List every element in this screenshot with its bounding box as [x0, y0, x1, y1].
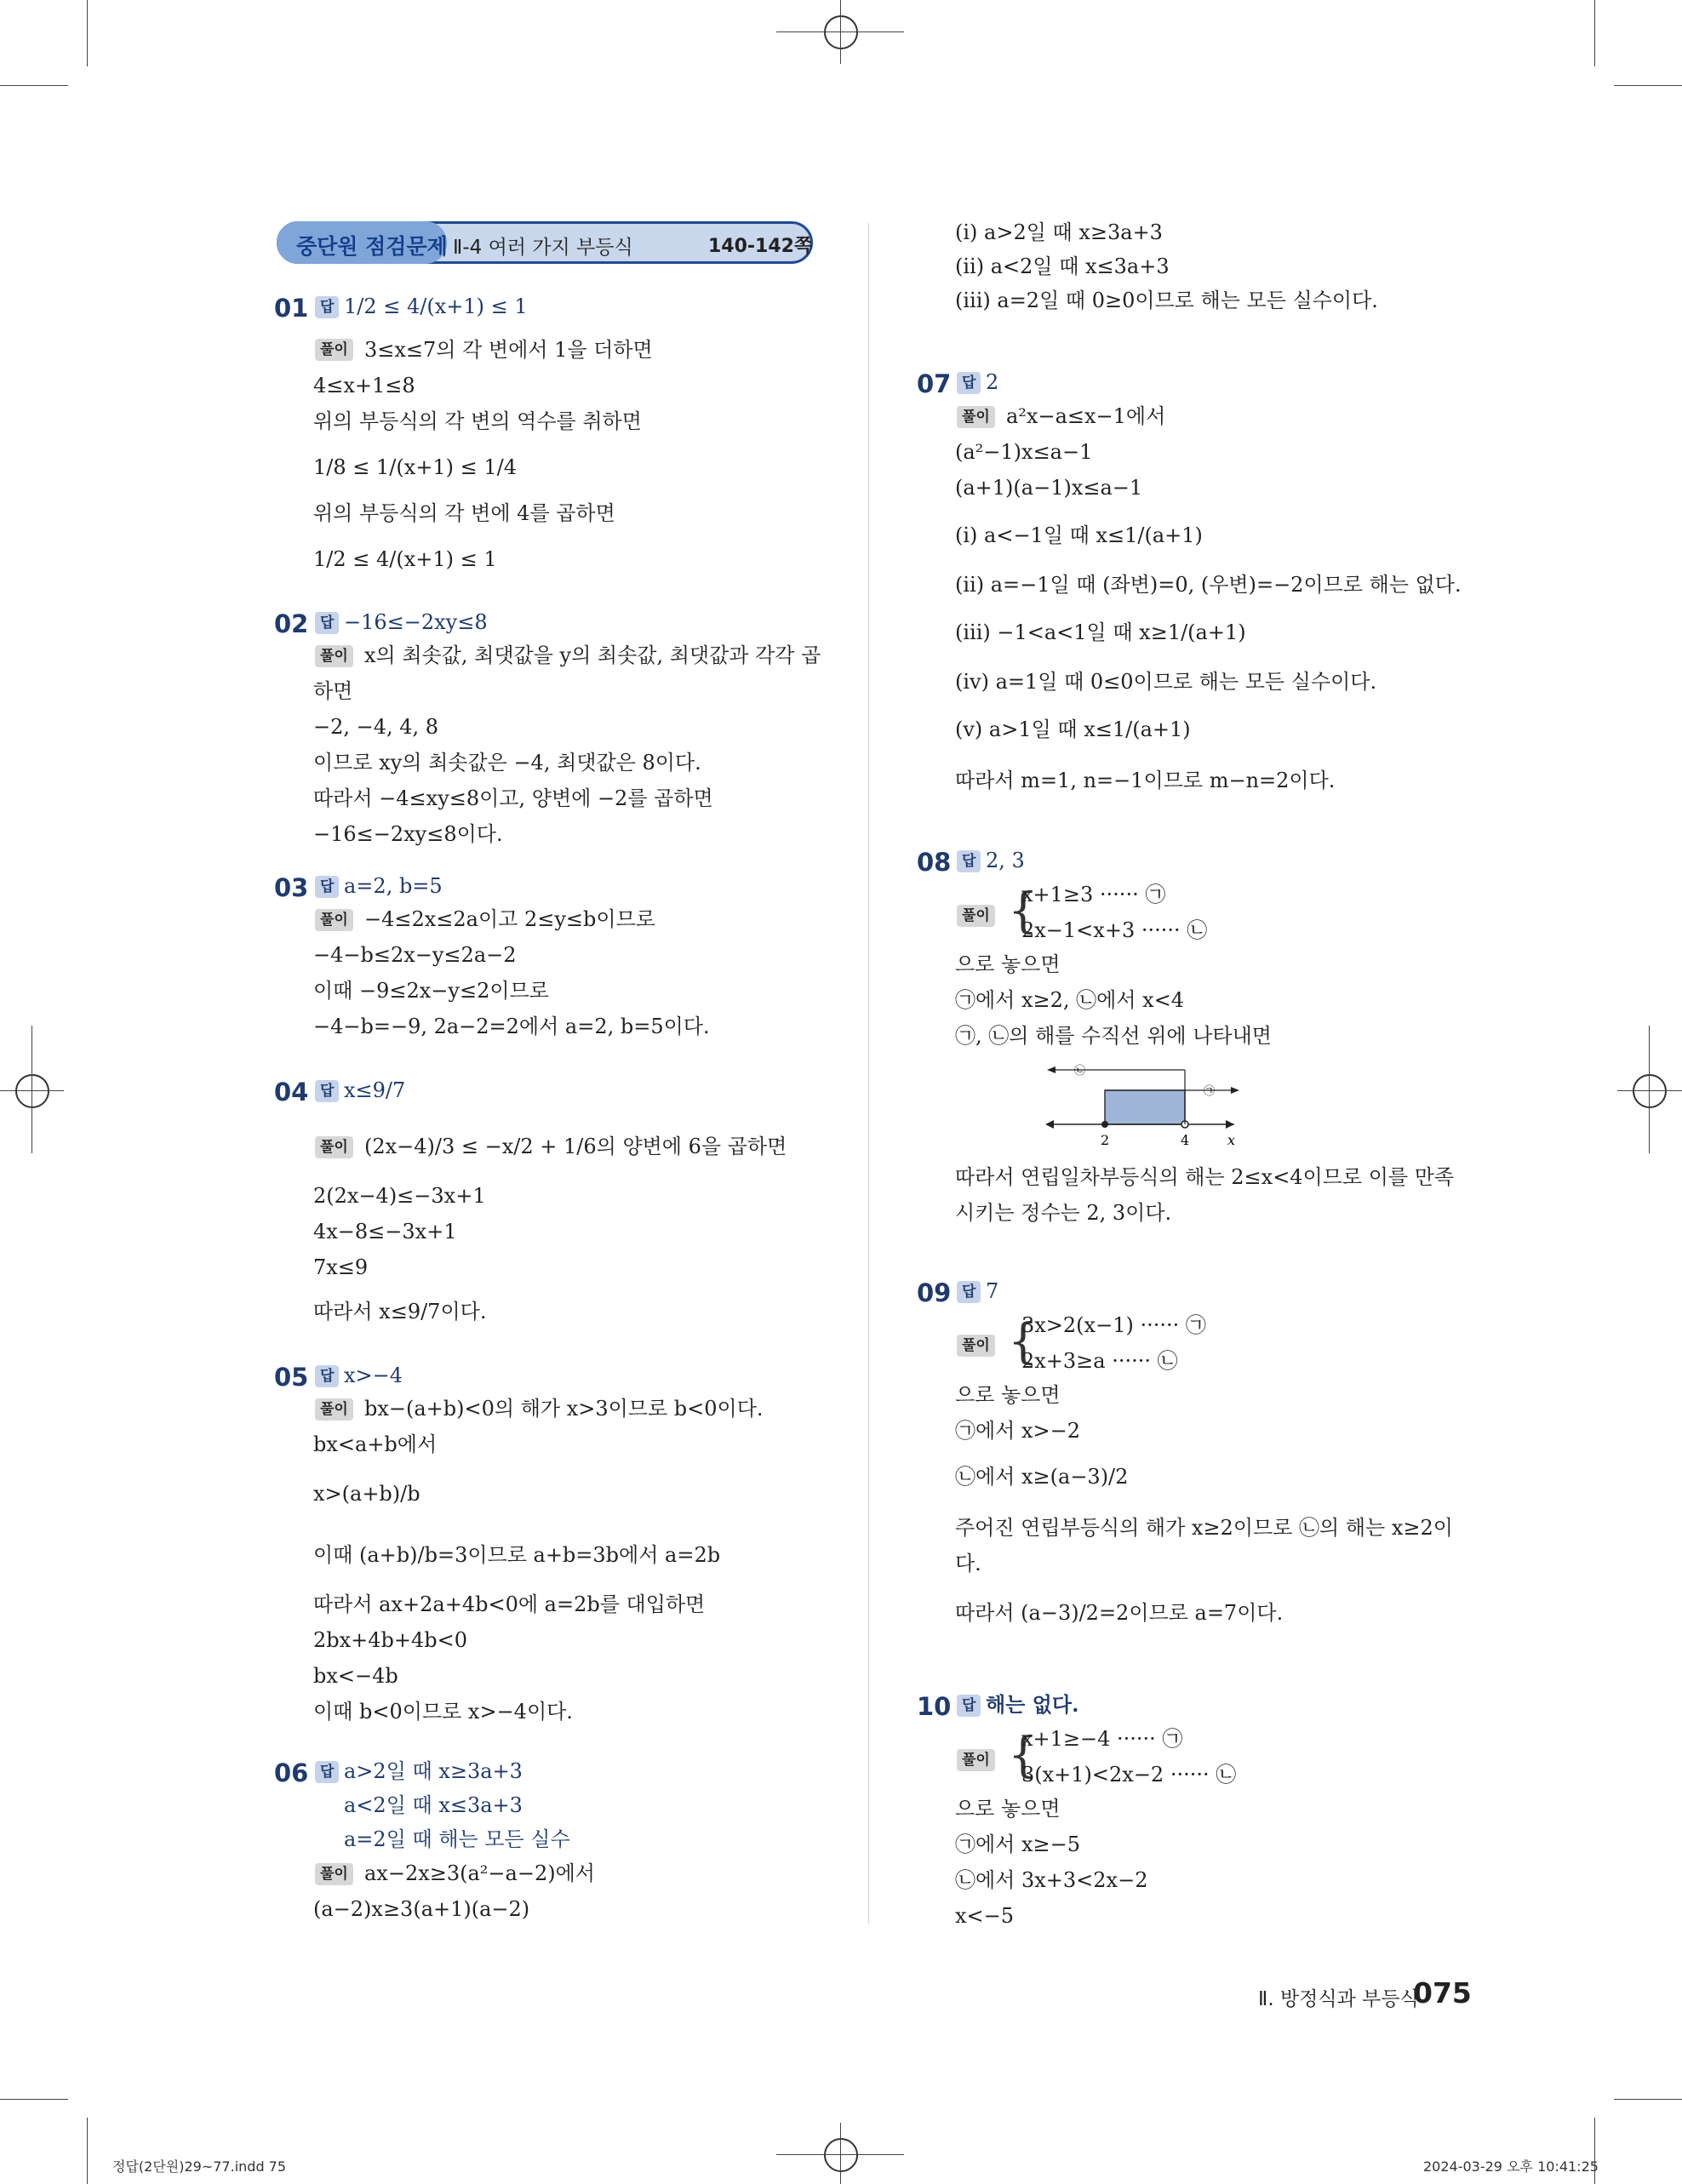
- solution-line: ax−2x≥3(a²−a−2)에서: [364, 1861, 595, 1885]
- question-number: 07: [917, 369, 952, 398]
- brace-icon: {: [1008, 883, 1038, 939]
- solution-line: (a−2)x≥3(a+1)(a−2): [313, 1897, 530, 1921]
- solution-line: 따라서 m=1, n=−1이므로 m−n=2이다.: [955, 769, 1336, 792]
- solution-line: 다.: [955, 1552, 981, 1575]
- answer-text: a=2일 때 해는 모든 실수: [344, 1827, 570, 1851]
- solution-line: 따라서 (a−3)/2=2이므로 a=7이다.: [955, 1601, 1284, 1625]
- solution-line: 으로 놓으면: [955, 1797, 1061, 1821]
- solution-line: (ⅰ) a<−1일 때 x≤1/(a+1): [955, 523, 1203, 547]
- question-number: 08: [917, 848, 952, 877]
- solution-line: −4−b≤2x−y≤2a−2: [313, 943, 517, 967]
- answer-text: a<2일 때 x≤3a+3: [344, 1793, 523, 1817]
- solution-line: −16≤−2xy≤8이다.: [313, 822, 503, 846]
- registration-line: [840, 2123, 841, 2184]
- solution-line: ㉡에서 x≥(a−3)/2: [955, 1465, 1129, 1489]
- solution-line: 이때 (a+b)/b=3이므로 a+b=3b에서 a=2b: [313, 1543, 721, 1567]
- registration-line: [31, 1026, 32, 1153]
- answer-tag: 답: [957, 850, 981, 872]
- column-divider: [868, 223, 869, 1924]
- answer-tag: 답: [315, 612, 339, 634]
- solution-line: ㉡에서 3x+3<2x−2: [955, 1868, 1148, 1892]
- answer-text: 2: [986, 370, 999, 394]
- solution-line: (ⅰ) a>2일 때 x≥3a+3: [955, 220, 1163, 244]
- solution-region: [1105, 1090, 1185, 1124]
- brace-icon: {: [1008, 1728, 1038, 1783]
- solution-line: 2bx+4b+4b<0: [313, 1628, 468, 1652]
- brace-icon: {: [1008, 1314, 1038, 1369]
- registration-line: [840, 0, 841, 64]
- crop-mark: [0, 2099, 68, 2100]
- answer-text: 해는 없다.: [986, 1692, 1079, 1717]
- crop-mark: [1614, 2099, 1682, 2100]
- solution-line: 따라서 연립일차부등식의 해는 2≤x<4이므로 이를 만족: [955, 1165, 1455, 1189]
- system-line: 2x−1<x+3 ······ ㉡: [1021, 918, 1208, 942]
- crop-mark: [87, 2118, 88, 2184]
- question-number: 10: [917, 1692, 952, 1721]
- solution-line: (ⅴ) a>1일 때 x≤1/(a+1): [955, 718, 1191, 741]
- registration-mark-icon: [15, 1074, 49, 1108]
- system-line: 3x>2(x−1) ······ ㉠: [1021, 1313, 1206, 1337]
- solution-line: 하면: [313, 679, 353, 703]
- solution-line: a²x−a≤x−1에서: [1006, 404, 1166, 428]
- solution-line: 위의 부등식의 각 변의 역수를 취하면: [313, 409, 642, 433]
- mark-label: ㉡: [1074, 1065, 1086, 1078]
- page-number: 075: [1413, 1976, 1472, 2010]
- answer-text: a=2, b=5: [344, 874, 443, 898]
- mark-label: ㉠: [1204, 1085, 1216, 1098]
- solution-line: x>(a+b)/b: [313, 1482, 420, 1506]
- solution-line: 1/8 ≤ 1/(x+1) ≤ 1/4: [313, 455, 517, 479]
- slug-file: 정답(2단원)29~77.indd 75: [112, 2158, 287, 2175]
- solution-line: x의 최솟값, 최댓값을 y의 최솟값, 최댓값과 각각 곱: [364, 643, 821, 667]
- solution-line: −4−b=−9, 2a−2=2에서 a=2, b=5이다.: [313, 1015, 710, 1038]
- slug-date: 2024-03-29 오후 10:41:25: [1423, 2158, 1599, 2175]
- solution-tag: 풀이: [957, 1335, 995, 1357]
- closed-point: [1101, 1121, 1108, 1128]
- question-number: 04: [274, 1078, 309, 1106]
- tick-label: 2: [1101, 1132, 1110, 1148]
- system-line: x+1≥−4 ······ ㉠: [1021, 1727, 1183, 1751]
- solution-tag: 풀이: [315, 645, 353, 667]
- solution-line: (a+1)(a−1)x≤a−1: [955, 476, 1143, 500]
- answer-text: 1/2 ≤ 4/(x+1) ≤ 1: [344, 294, 528, 318]
- solution-line: 으로 놓으면: [955, 1383, 1061, 1407]
- solution-line: 따라서 −4≤xy≤8이고, 양변에 −2를 곱하면: [313, 786, 713, 810]
- question-number: 09: [917, 1278, 952, 1307]
- solution-line: 1/2 ≤ 4/(x+1) ≤ 1: [313, 547, 497, 571]
- crop-mark: [0, 85, 68, 86]
- solution-line: −4≤2x≤2a이고 2≤y≤b이므로: [364, 907, 655, 931]
- question-number: 06: [274, 1758, 309, 1787]
- section-pages: 140-142쪽: [708, 236, 813, 257]
- crop-mark: [1594, 0, 1595, 66]
- section-subtitle: Ⅱ-4 여러 가지 부등식: [453, 237, 633, 259]
- solution-line: ㉠에서 x>−2: [955, 1419, 1081, 1443]
- solution-line: (a²−1)x≤a−1: [955, 440, 1093, 464]
- solution-tag: 풀이: [315, 1863, 353, 1885]
- arrow-icon: [1045, 1120, 1054, 1129]
- system-line: x+1≥3 ······ ㉠: [1021, 883, 1166, 906]
- answer-tag: 답: [315, 1761, 339, 1783]
- tick-label: 4: [1181, 1132, 1190, 1148]
- solution-line: 따라서 x≤9/7이다.: [313, 1300, 487, 1324]
- axis-label: x: [1227, 1132, 1236, 1148]
- registration-line: [1649, 1026, 1650, 1153]
- answer-text: x>−4: [344, 1364, 403, 1387]
- solution-line: 4≤x+1≤8: [313, 374, 415, 397]
- solution-tag: 풀이: [315, 339, 353, 361]
- registration-mark-icon: [824, 2138, 858, 2172]
- solution-line: bx−(a+b)<0의 해가 x>3이므로 b<0이다.: [364, 1397, 764, 1421]
- registration-line: [1617, 1090, 1682, 1091]
- answer-text: 2, 3: [986, 849, 1025, 872]
- crop-mark: [1614, 85, 1682, 86]
- solution-tag: 풀이: [315, 1398, 353, 1421]
- answer-text: a>2일 때 x≥3a+3: [344, 1759, 523, 1783]
- crop-mark: [87, 0, 88, 66]
- solution-tag: 풀이: [315, 909, 353, 931]
- solution-tag: 풀이: [957, 905, 995, 927]
- solution-line: 7x≤9: [313, 1255, 369, 1279]
- question-number: 03: [274, 873, 309, 902]
- answer-tag: 답: [957, 1281, 981, 1303]
- solution-tag: 풀이: [957, 1749, 995, 1771]
- solution-line: x<−5: [955, 1904, 1015, 1928]
- question-number: 05: [274, 1363, 309, 1392]
- solution-line: 따라서 ax+2a+4b<0에 a=2b를 대입하면: [313, 1592, 706, 1616]
- solution-line: ㉠에서 x≥−5: [955, 1832, 1081, 1856]
- solution-line: 위의 부등식의 각 변에 4를 곱하면: [313, 501, 615, 525]
- arrow-icon: [1231, 1087, 1239, 1094]
- number-line-diagram: [1038, 1060, 1243, 1153]
- solution-tag: 풀이: [957, 406, 995, 428]
- solution-line: (ⅲ) a=2일 때 0≥0이므로 해는 모든 실수이다.: [955, 289, 1378, 312]
- solution-line: 시키는 정수는 2, 3이다.: [955, 1201, 1172, 1225]
- solution-line: 으로 놓으면: [955, 952, 1061, 976]
- system-line: 3(x+1)<2x−2 ······ ㉡: [1021, 1763, 1237, 1787]
- arrow-icon: [1226, 1120, 1234, 1129]
- section-title: 중단원 점검문제: [296, 234, 448, 259]
- solution-line: 이므로 xy의 최솟값은 −4, 최댓값은 8이다.: [313, 751, 701, 775]
- answer-tag: 답: [957, 1695, 981, 1717]
- registration-mark-icon: [1633, 1074, 1667, 1108]
- solution-line: bx<a+b에서: [313, 1432, 438, 1456]
- solution-line: 4x−8≤−3x+1: [313, 1220, 457, 1244]
- solution-line: (ⅲ) −1<a<1일 때 x≥1/(a+1): [955, 620, 1246, 644]
- answer-tag: 답: [957, 372, 981, 394]
- solution-line: ㉠에서 x≥2, ㉡에서 x<4: [955, 988, 1185, 1012]
- solution-line: 3≤x≤7의 각 변에서 1을 더하면: [364, 338, 653, 362]
- registration-mark-icon: [824, 15, 858, 49]
- solution-line: 이때 b<0이므로 x>−4이다.: [313, 1700, 573, 1724]
- answer-tag: 답: [315, 876, 339, 898]
- answer-text: 7: [986, 1279, 999, 1303]
- solution-line: (ⅳ) a=1일 때 0≤0이므로 해는 모든 실수이다.: [955, 670, 1377, 694]
- chapter-label: Ⅱ. 방정식과 부등식: [1258, 1988, 1419, 2010]
- solution-line: bx<−4b: [313, 1664, 398, 1688]
- answer-tag: 답: [315, 296, 339, 318]
- solution-line: 주어진 연립부등식의 해가 x≥2이므로 ㉡의 해는 x≥2이: [955, 1516, 1453, 1540]
- solution-line: 2(2x−4)≤−3x+1: [313, 1184, 486, 1208]
- question-number: 02: [274, 609, 309, 638]
- arrow-icon: [1047, 1066, 1056, 1073]
- answer-tag: 답: [315, 1080, 339, 1102]
- solution-line: (ⅱ) a=−1일 때 (좌변)=0, (우변)=−2이므로 해는 없다.: [955, 573, 1462, 597]
- solution-line: ㉠, ㉡의 해를 수직선 위에 나타내면: [955, 1024, 1272, 1048]
- solution-line: 이때 −9≤2x−y≤2이므로: [313, 979, 549, 1003]
- solution-line: −2, −4, 4, 8: [313, 715, 439, 739]
- answer-text: −16≤−2xy≤8: [344, 610, 488, 634]
- question-number: 01: [274, 294, 309, 323]
- solution-tag: 풀이: [315, 1136, 353, 1158]
- system-line: 2x+3≥a ······ ㉡: [1021, 1349, 1178, 1373]
- solution-line: (2x−4)/3 ≤ −x/2 + 1/6의 양변에 6을 곱하면: [364, 1135, 787, 1158]
- answer-tag: 답: [315, 1365, 339, 1387]
- solution-line: (ⅱ) a<2일 때 x≤3a+3: [955, 254, 1170, 278]
- answer-text: x≤9/7: [344, 1078, 406, 1102]
